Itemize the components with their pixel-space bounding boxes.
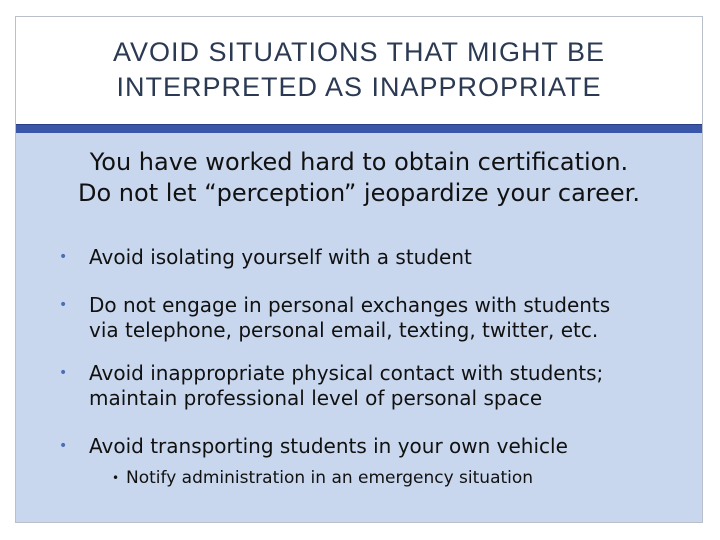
bullet-text-line-1: Do not engage in personal exchanges with students [89, 293, 611, 317]
sub-bullet-text: Notify administration in an emergency situation [126, 468, 534, 488]
subtitle-line-2: Do not let “perception” jeopardize your career. [78, 179, 640, 207]
bullet-text [89, 361, 694, 411]
bullet-text-line-1: Avoid inappropriate physical contact with students; [89, 361, 604, 385]
bullet-text [89, 434, 694, 459]
sub-bullet-marker-icon: • [112, 471, 120, 485]
slide-title-line-1: AVOID SITUATIONS THAT MIGHT BE [112, 37, 606, 67]
slide [15, 16, 703, 523]
subtitle-line-1: You have worked hard to obtain certification. [89, 148, 629, 176]
bullet-text [89, 293, 694, 343]
slide-title [113, 35, 605, 105]
bullet-marker-icon: • [59, 438, 68, 454]
bullet-marker-icon: • [59, 297, 68, 313]
slide-title-line-2: INTERPRETED AS INAPPROPRIATE [116, 72, 602, 102]
bullet-marker-icon: • [59, 249, 68, 265]
bullet-marker-icon: • [59, 365, 68, 381]
bullet-text-line-1: Avoid transporting students in your own vehicle [89, 434, 568, 458]
content-panel [16, 133, 702, 522]
title-divider [16, 124, 702, 133]
subtitle [16, 147, 702, 209]
bullet-text [89, 245, 694, 270]
bullet-text-line-2: via telephone, personal email, texting, twitter, etc. [89, 318, 599, 342]
bullet-text-line-2: maintain professional level of personal space [89, 386, 543, 410]
title-area [16, 17, 702, 123]
bullet-text-line-1: Avoid isolating yourself with a student [89, 245, 472, 269]
